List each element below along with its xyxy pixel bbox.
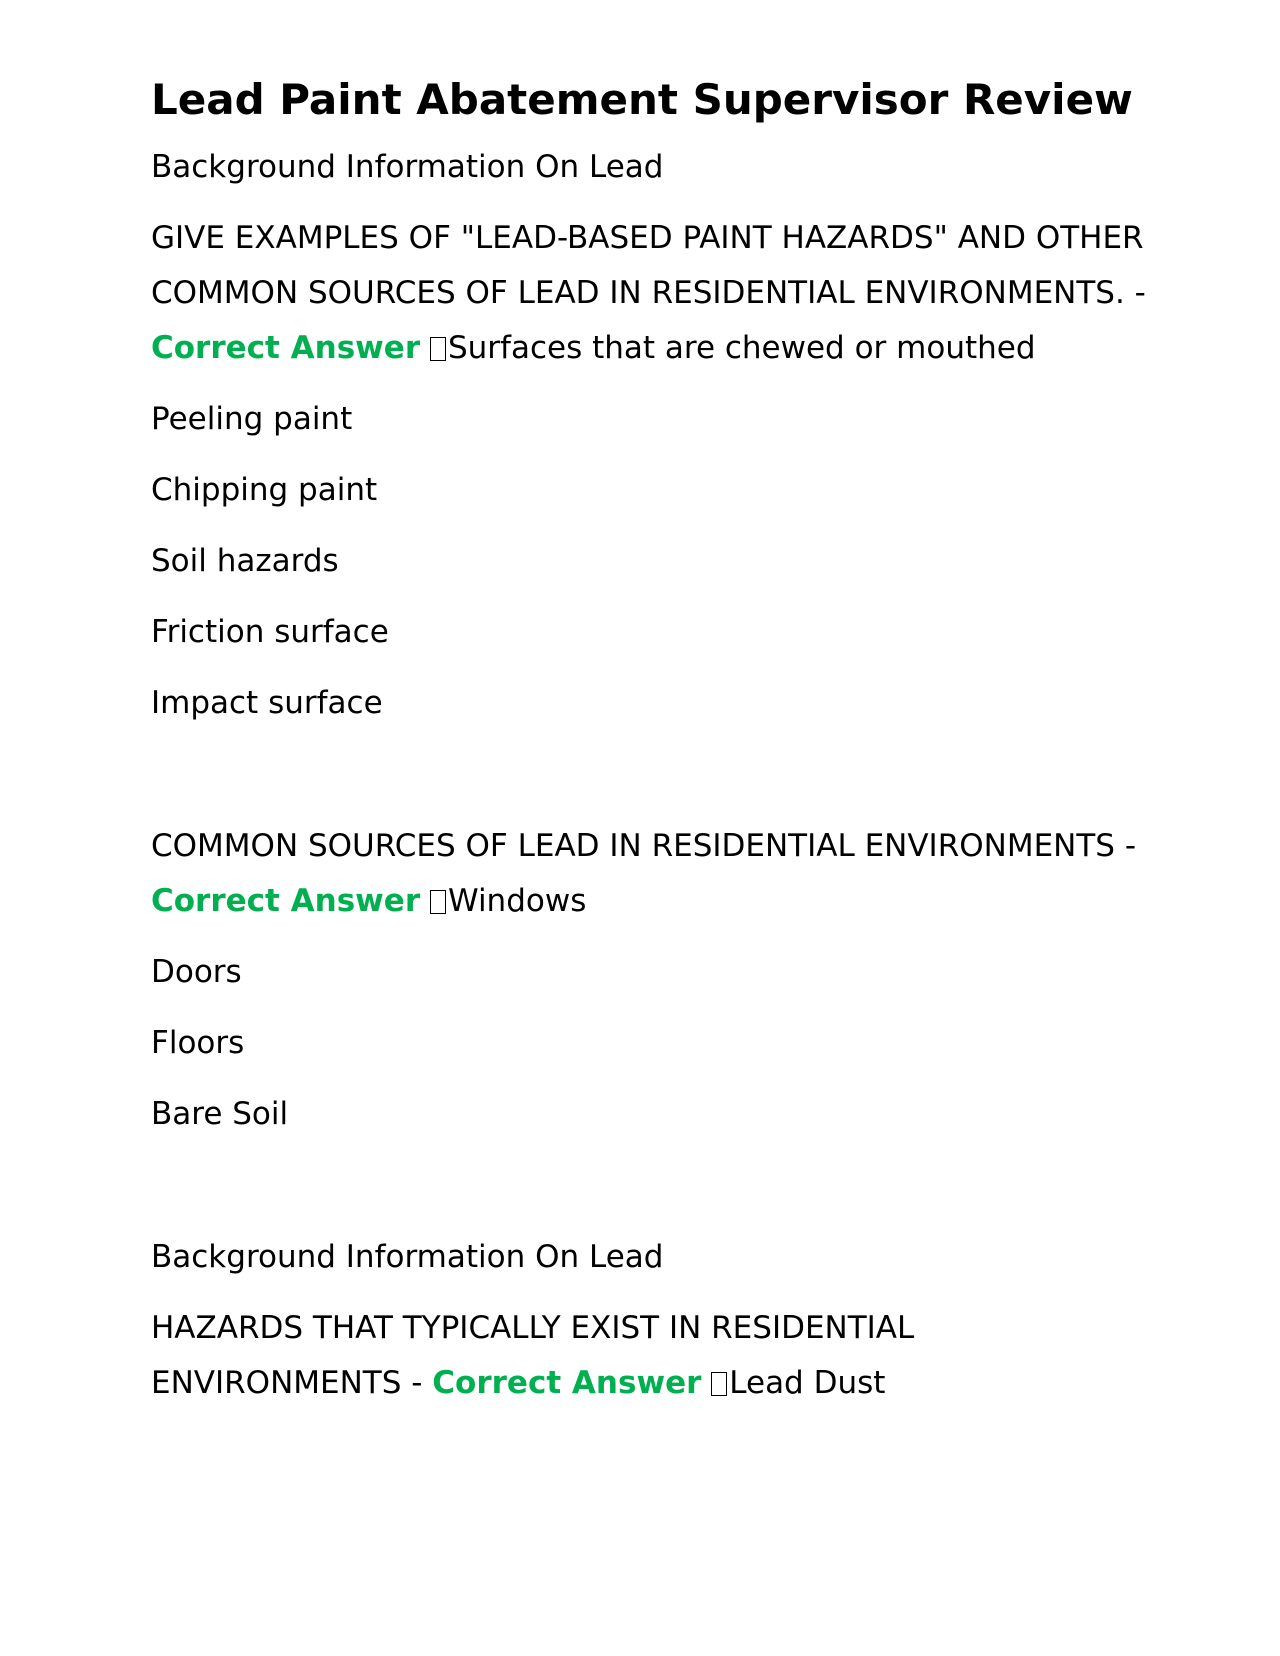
answer-text: Windows — [447, 883, 587, 919]
section-1-question — [151, 211, 1151, 376]
missing-glyph-icon — [430, 890, 446, 914]
correct-answer-label: Correct Answer — [151, 883, 421, 919]
answer-item: Chipping paint — [151, 472, 378, 508]
section-2-question — [151, 819, 1151, 929]
section-1-heading: Background Information On Lead — [151, 149, 664, 185]
question-text: GIVE EXAMPLES OF "LEAD-BASED PAINT HAZARDS" AND OTHER COMMON SOURCES OF LEAD IN RESIDENTIAL ENVIRONMENTS. - — [151, 220, 1146, 311]
answer-item: Bare Soil — [151, 1096, 289, 1132]
spacer — [151, 747, 1151, 819]
answer-item: Friction surface — [151, 614, 389, 650]
section-1 — [151, 140, 1151, 731]
missing-glyph-icon — [430, 337, 446, 361]
correct-answer-label: Correct Answer — [151, 330, 421, 366]
answer-item: Soil hazards — [151, 543, 339, 579]
answer-item: Doors — [151, 954, 242, 990]
section-3 — [151, 1230, 1151, 1411]
answer-text: Lead Dust — [729, 1365, 886, 1401]
correct-answer-label: Correct Answer — [432, 1365, 702, 1401]
answer-text: Surfaces that are chewed or mouthed — [447, 330, 1036, 366]
question-text: COMMON SOURCES OF LEAD IN RESIDENTIAL ENVIRONMENTS - — [151, 828, 1137, 864]
answer-item: Floors — [151, 1025, 245, 1061]
answer-item: Peeling paint — [151, 401, 353, 437]
document-title: Lead Paint Abatement Supervisor Review — [151, 75, 1133, 124]
question-text: HAZARDS THAT TYPICALLY EXIST IN RESIDENTIAL ENVIRONMENTS - — [151, 1310, 915, 1401]
answer-item: Impact surface — [151, 685, 383, 721]
section-2 — [151, 819, 1151, 1142]
spacer — [151, 1158, 1151, 1230]
missing-glyph-icon — [711, 1372, 727, 1396]
section-3-heading: Background Information On Lead — [151, 1239, 664, 1275]
section-3-question — [151, 1301, 1151, 1411]
document-page — [151, 70, 1151, 1427]
